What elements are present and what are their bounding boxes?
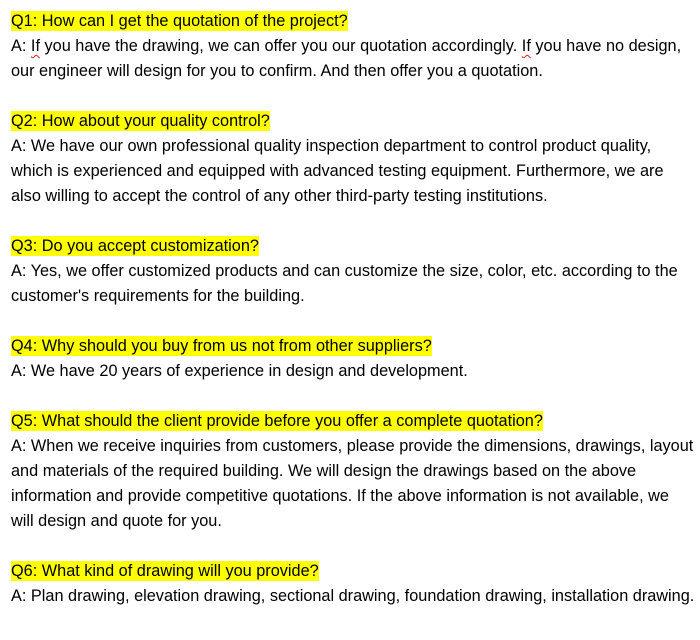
faq-item-q5 [11,409,695,534]
faq-question: Q1: How can I get the quotation of the project? [11,12,348,30]
faq-answer: A: When we receive inquiries from customers, please provide the dimensions, drawings, layout and materials of the required building. We will design the drawings based on the above information and provide competitive quotations. If the above information is not available, we will design and quote for you. [11,437,694,530]
faq-question: Q2: How about your quality control? [11,112,270,130]
faq-answer: A: We have 20 years of experience in design and development. [11,362,468,380]
faq-item-q4 [11,334,695,384]
faq-answer: A: Yes, we offer customized products and can customize the size, color, etc. according to the customer's requirements for the building. [11,262,678,305]
faq-item-q6 [11,559,695,609]
faq-answer: A: If you have the drawing, we can offer you our quotation accordingly. If you have no design, our engineer will design for you to confirm. And then offer you a quotation. [11,37,682,80]
faq-list [11,9,695,609]
faq-item-q3 [11,234,695,309]
faq-answer: A: Plan drawing, elevation drawing, sectional drawing, foundation drawing, installation drawing. [11,587,695,605]
faq-item-q1 [11,9,695,84]
faq-item-q2 [11,109,695,209]
faq-answer: A: We have our own professional quality inspection department to control product quality, which is experienced and equipped with advanced testing equipment. Furthermore, we are also willing to accept the control of any other third-party testing institutions. [11,137,664,205]
spellcheck-marked-word: If [30,37,40,55]
faq-question: Q3: Do you accept customization? [11,237,259,255]
faq-question: Q5: What should the client provide before you offer a complete quotation? [11,412,543,430]
faq-question: Q6: What kind of drawing will you provide? [11,562,319,580]
faq-question: Q4: Why should you buy from us not from other suppliers? [11,337,432,355]
spellcheck-marked-word: If [521,37,531,55]
